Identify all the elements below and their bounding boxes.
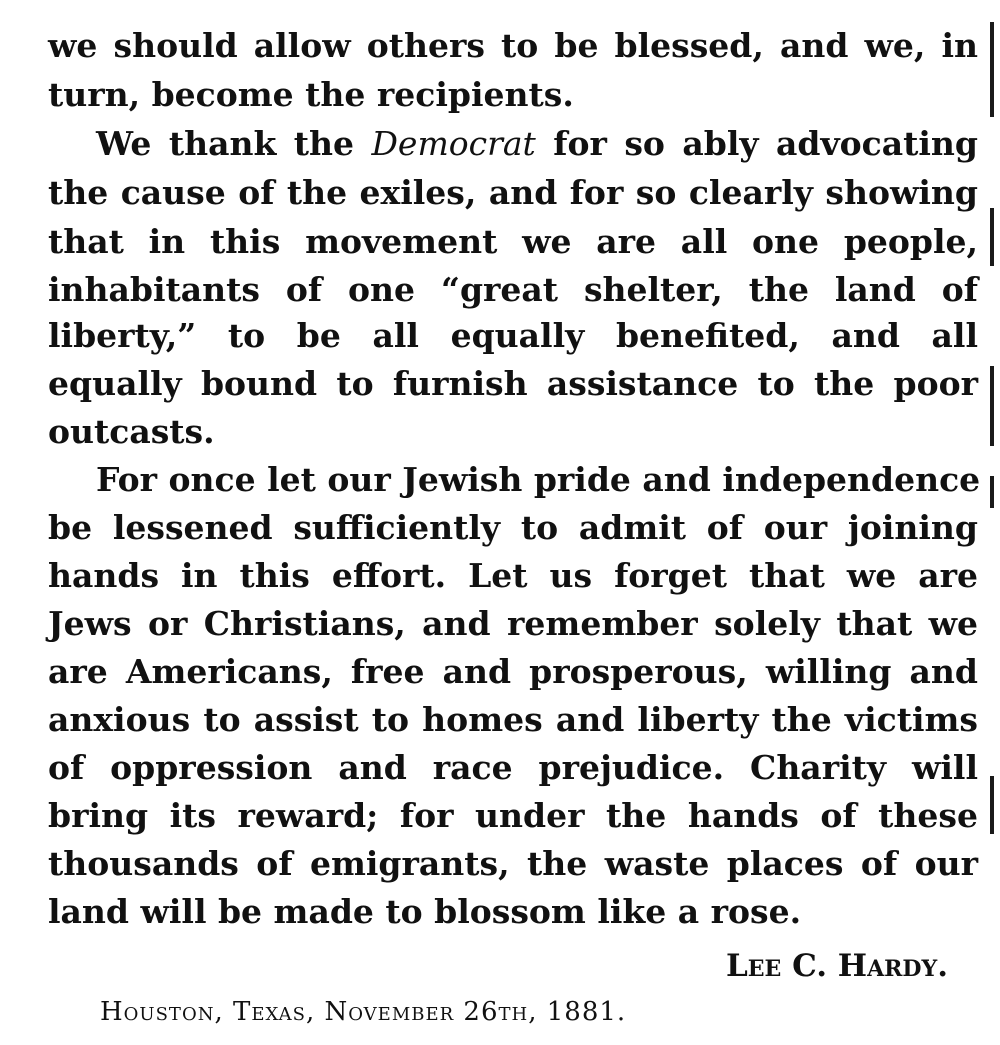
author-signature: Lee C. Hardy. [725, 948, 948, 984]
text-line: For once let our Jewish pride and independence [96, 460, 981, 499]
text-line: are Americans, free and prosperous, willing and [48, 652, 978, 691]
text-line: thousands of emigrants, the waste places of our [48, 844, 978, 883]
newspaper-name: Democrat [371, 124, 536, 163]
text-line: equally bound to furnish assistance to the poor [48, 364, 978, 403]
text-line: liberty,” to be all equally benefited, and all [48, 316, 978, 355]
text-line: hands in this effort. Let us forget that we are [48, 556, 978, 595]
column-rule [990, 476, 994, 508]
dateline: Houston, Texas, November 26th, 1881. [100, 997, 627, 1027]
text-line: the cause of the exiles, and for so clearly showing [48, 173, 978, 212]
text-line: of oppression and race prejudice. Charity will [48, 748, 978, 787]
column-rule [990, 366, 994, 446]
text-line: turn, become the recipients. [48, 75, 574, 114]
text-line: we should allow others to be blessed, and we, in [48, 26, 978, 65]
text-line: We thank the Democrat for so ably advocating [96, 124, 978, 163]
text-line: Jews or Christians, and remember solely that we [48, 604, 978, 643]
text-line: anxious to assist to homes and liberty the victims [48, 700, 978, 739]
text-line: be lessened sufficiently to admit of our joining [48, 508, 978, 547]
text-line: land will be made to blossom like a rose. [48, 892, 802, 931]
column-rule [990, 776, 994, 834]
text-line: inhabitants of one “great shelter, the land of [48, 270, 978, 309]
text-line: bring its reward; for under the hands of these [48, 796, 978, 835]
text-line: outcasts. [48, 412, 215, 451]
column-rule [990, 22, 994, 117]
text-line: that in this movement we are all one people, [48, 222, 978, 261]
column-rule [990, 208, 994, 266]
